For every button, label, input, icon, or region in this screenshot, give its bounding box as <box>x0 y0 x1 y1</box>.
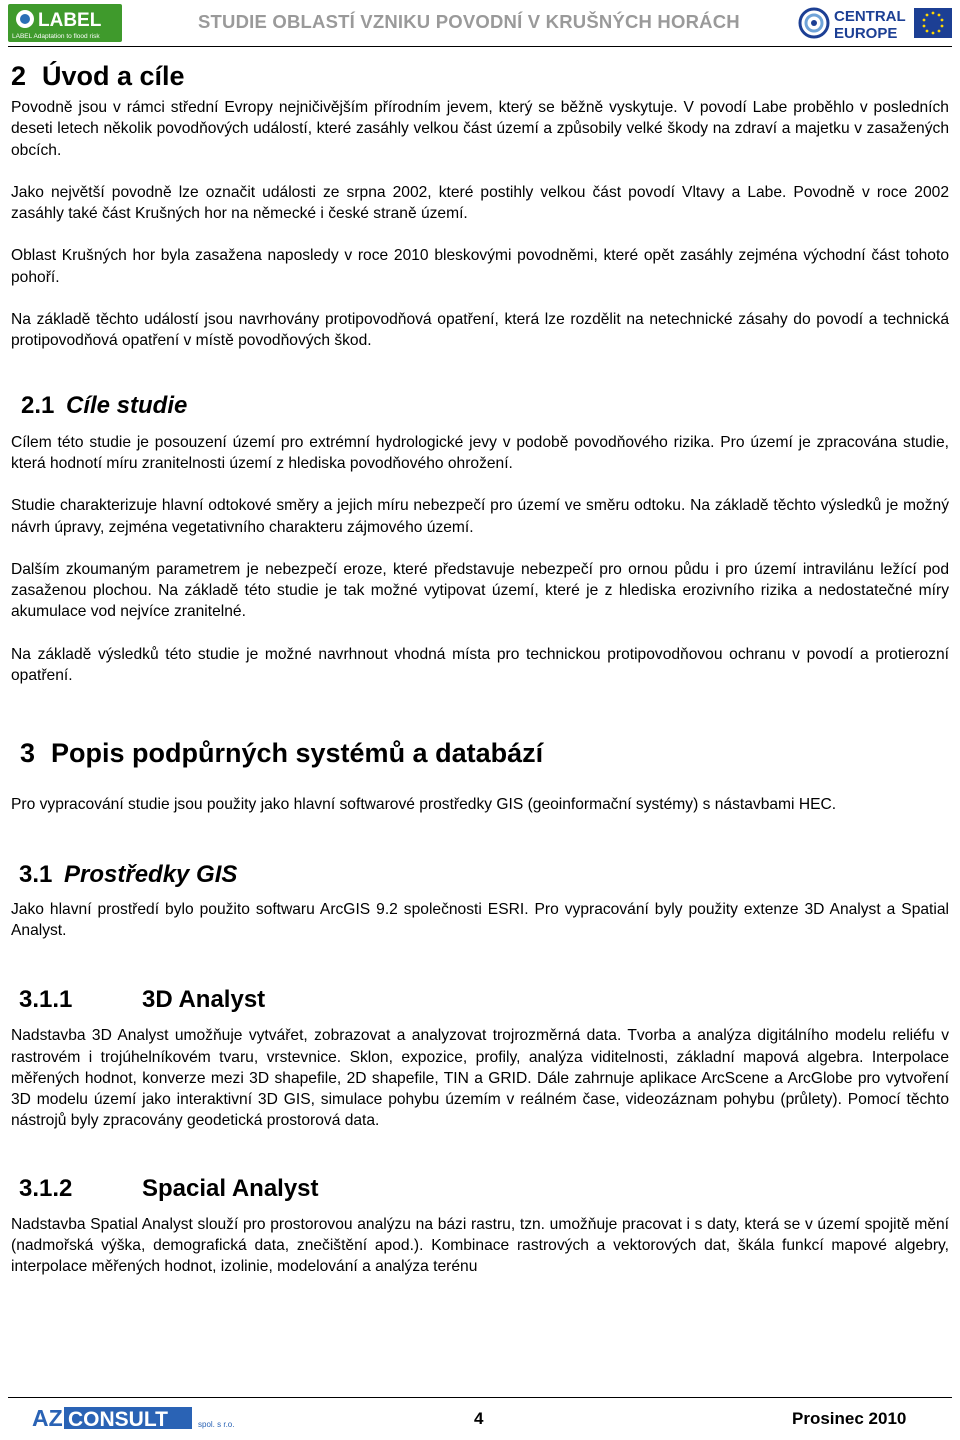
azconsult-logo <box>32 1405 244 1431</box>
label-logo-tagline: LABEL Adaptation to flood risk <box>12 33 100 40</box>
paragraph: Jako hlavní prostředí bylo použito softwaru ArcGIS 9.2 společnosti ESRI. Pro vypracování byly použity extenze 3D Analyst a Spatial Analyst. <box>11 900 949 939</box>
section-title: Popis podpůrných systémů a databází <box>51 738 544 769</box>
page-content <box>11 56 949 1278</box>
section-number: 3.1.2 <box>19 1174 73 1202</box>
azconsult-logo-suffix: spol. s r.o. <box>198 1420 235 1429</box>
section-3-1-1-heading <box>11 985 949 1015</box>
section-title: Prostředky GIS <box>64 860 238 888</box>
section-number: 2 <box>11 61 27 91</box>
section-title: 3D Analyst <box>142 986 266 1014</box>
paragraph: Na základě těchto událostí jsou navrhovány protipovodňová opatření, která lze rozdělit na netechnické zásahy do povodí a technická protipovodňová opatření v místě povodňových škod. <box>11 311 949 350</box>
paragraph: Studie charakterizuje hlavní odtokové směry a jejich míru nebezpečí pro území ve směru odtoku. Na základě těchto výsledků je možný návrh úpravy, zejména vegetativního charakteru zájmového území. <box>11 497 949 536</box>
paragraph: Nadstavba 3D Analyst umožňuje vytvářet, zobrazovat a analyzovat trojrozměrná data. Tvorba a analýza digitálního modelu reliéfu v rastrovém i trojúhelníkovém tvaru, vrstevnice. Sklon, expozice, profily, analýza viditelnosti, základní mapová algebra. Interpolace měřených hodnot, konverze mezi 3D shapefile, 2D shapefile, TIN a GRID. Dále zahrnuje aplikace ArcScene a ArcGlobe pro vytvoření 3D modelu území jako interaktivní 3D GIS, simulace pohybu územím v reálném čase, videozáznam pohybu (průlety). Pomocí těchto nástrojů byly zpracovány geodetická prostorová data. <box>11 1027 949 1130</box>
paragraph: Oblast Krušných hor byla zasažena naposledy v roce 2010 bleskovými povodněmi, které opět zasáhly zejména východní část tohoto pohoří. <box>11 247 949 286</box>
paragraph: Na základě výsledků této studie je možné navrhnout vhodná místa pro technickou protipovodňovou ochranu v povodí a protierozní opatření. <box>11 645 949 685</box>
paragraph: Jako největší povodně lze označit události ze srpna 2002, které postihly velkou část povodí Vltavy a Labe. Povodně v roce 2002 zasáhly také část Krušných hor na německé i české straně území. <box>11 183 949 223</box>
section-3-heading <box>11 737 949 769</box>
section-3-1-2-heading <box>11 1174 949 1204</box>
section-title: Úvod a cíle <box>42 61 185 91</box>
paragraph: Povodně jsou v rámci střední Evropy nejničivějším přírodním jevem, který se běžně vyskytuje. V povodí Labe proběhlo v posledních deseti letech několik povodňových událostí, které zasáhly velkou část území a způsobily velké škody na zdraví a majetku v zasažených obcích. <box>11 99 949 159</box>
paragraph: Dalším zkoumaným parametrem je nebezpečí eroze, které představuje nebezpečí pro ornou půdu i pro území intravilánu ležící pod zasaženou plochou. Na základě této studie je tak možné vytipovat území, které je z hlediska erozivního rizika a nedostatečné míry akumulace vod nejvíce zranitelné. <box>11 560 949 621</box>
azconsult-logo-consult: CONSULT <box>68 1408 168 1431</box>
section-number: 3.1.1 <box>19 986 73 1014</box>
label-logo <box>8 4 122 42</box>
central-europe-logo <box>796 4 954 42</box>
paragraph: Cílem této studie je posouzení území pro extrémní hydrologické jevy v podobě povodňového rizika. Pro území je zpracována studie, která hodnotí míru zranitelnosti území z hlediska povodňového ohrožení. <box>11 433 949 472</box>
page-header <box>0 0 960 48</box>
section-title: Spacial Analyst <box>142 1174 319 1202</box>
footer-divider <box>8 1397 952 1398</box>
section-number: 3.1 <box>19 860 53 888</box>
section-number: 3 <box>20 738 36 769</box>
footer-date: Prosinec 2010 <box>792 1409 907 1428</box>
section-2-heading <box>11 60 949 92</box>
section-number: 2.1 <box>21 391 55 419</box>
section-title: Cíle studie <box>66 391 188 419</box>
label-logo-text: LABEL <box>38 10 102 31</box>
ce-logo-line2: EUROPE <box>834 25 898 42</box>
document-running-title: STUDIE OBLASTÍ VZNIKU POVODNÍ V KRUŠNÝCH HORÁCH <box>198 11 740 32</box>
azconsult-logo-az: AZ <box>32 1405 63 1431</box>
section-3-1-heading <box>11 860 949 890</box>
paragraph: Nadstavba Spatial Analyst slouží pro prostorovou analýzu na bázi rastru, tzn. umožňuje pracovat i s daty, která se v území spojitě mění (nadmořská výška, demografická data, znečištění apod.). Kombinace rastrových a vektorových dat, škála funkcí mapové algebry, interpolace měřených hodnot, izolinie, modelování a analýza terénu <box>11 1215 949 1276</box>
paragraph: Pro vypracování studie jsou použity jako hlavní softwarové prostředky GIS (geoinformační systémy) s nástavbami HEC. <box>11 796 837 814</box>
ce-logo-line1: CENTRAL <box>834 8 906 25</box>
page-number: 4 <box>474 1409 484 1428</box>
header-divider <box>8 46 952 47</box>
section-2-1-heading <box>11 391 949 421</box>
